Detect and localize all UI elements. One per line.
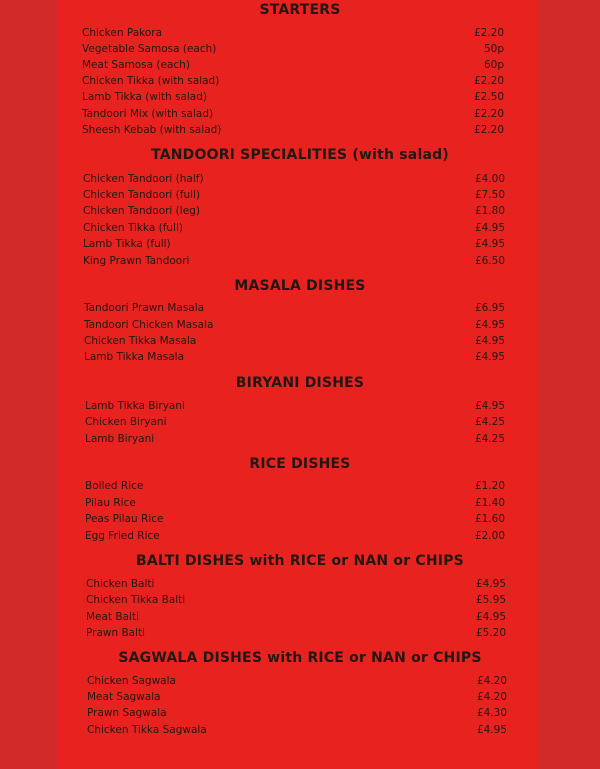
section-title-starters: STARTERS [259,2,341,18]
menu-item-name: Chicken Tandoori (full) [83,189,201,201]
menu-item-price: 60p [483,59,504,71]
menu-item-name: Chicken Tikka (full) [83,222,183,234]
menu-item-name: Egg Fried Rice [85,530,160,542]
menu-item-price: £4.95 [475,611,506,623]
menu-item-name: Sheesh Kebab (with salad) [82,124,222,136]
menu-item-price: £2.00 [474,530,505,542]
menu-item-price: £4.25 [474,416,505,428]
menu-item-price: £1.60 [474,513,505,525]
menu-item-price: £4.95 [474,238,505,250]
menu-item-price: £2.20 [473,108,504,120]
menu-item-price: £4.95 [476,724,507,736]
menu-item-price: £2.50 [473,91,504,103]
menu-item-name: Meat Samosa (each) [82,59,190,71]
menu-item-price: £6.50 [474,255,505,267]
menu-item-price: £5.95 [475,594,506,606]
menu-item-price: £1.40 [474,497,505,509]
section-title-balti: BALTI DISHES with RICE or NAN or CHIPS [136,553,464,569]
menu-item-name: Chicken Sagwala [87,675,176,687]
menu-item-name: Lamb Tikka (full) [83,238,171,250]
menu-item-name: Chicken Tikka Balti [86,594,186,606]
menu-item-name: Lamb Biryani [85,433,155,445]
menu-item-name: Tandoori Prawn Masala [84,302,205,314]
section-title-biryani: BIRYANI DISHES [235,375,365,391]
menu-item-price: £2.20 [473,27,504,39]
menu-item-price: £4.95 [474,335,505,347]
menu-item-price: £4.25 [474,433,505,445]
menu-item-price: £6.95 [474,302,505,314]
menu-item-name: Prawn Sagwala [87,707,167,719]
menu-item-name: King Prawn Tandoori [83,255,190,267]
menu-item-name: Lamb Tikka Masala [84,351,185,363]
menu-item-price: £7.50 [474,189,505,201]
menu-item-name: Lamb Tikka (with salad) [82,91,208,103]
menu-item-name: Vegetable Samosa (each) [82,43,217,55]
menu-item-price: £4.30 [476,707,507,719]
menu-item-price: £4.95 [475,578,506,590]
menu-item-name: Peas Pilau Rice [85,513,164,525]
menu-item-name: Chicken Biryani [85,416,167,428]
menu-item-name: Lamb Tikka Biryani [85,400,185,412]
menu-item-price: £4.00 [474,173,505,185]
menu-item-price: £4.20 [476,691,507,703]
menu-item-price: £4.95 [474,319,505,331]
menu-item-name: Chicken Tikka Masala [84,335,197,347]
menu-item-price: £4.95 [474,222,505,234]
menu-item-price: £4.20 [476,675,507,687]
menu-item-price: £4.95 [474,351,505,363]
menu-item-name: Chicken Pakora [82,27,163,39]
menu-item-name: Meat Sagwala [87,691,161,703]
menu-item-name: Chicken Balti [86,578,155,590]
menu-item-name: Chicken Tikka (with salad) [82,75,220,87]
menu-item-price: £2.20 [473,124,504,136]
menu-item-price: £4.95 [474,400,505,412]
menu-item-name: Meat Balti [86,611,139,623]
menu-item-name: Tandoori Chicken Masala [84,319,214,331]
menu-item-name: Boiled Rice [85,480,144,492]
menu-item-price: £5.20 [475,627,506,639]
menu-item-name: Pilau Rice [85,497,136,509]
menu-item-name: Chicken Tandoori (half) [83,173,204,185]
menu-item-price: £1.20 [474,480,505,492]
menu-item-price: £2.20 [473,75,504,87]
menu-item-name: Chicken Tikka Sagwala [87,724,207,736]
menu-item-name: Tandoori Mix (with salad) [82,108,214,120]
menu-item-price: 50p [483,43,504,55]
section-title-rice: RICE DISHES [249,456,351,472]
section-title-tandoori: TANDOORI SPECIALITIES (with salad) [151,147,449,163]
section-title-masala: MASALA DISHES [234,278,366,294]
menu-item-name: Chicken Tandoori (leg) [83,205,200,217]
menu-item-name: Prawn Balti [86,627,146,639]
menu-item-price: £1.80 [474,205,505,217]
section-title-sagwala: SAGWALA DISHES with RICE or NAN or CHIPS [118,650,482,666]
